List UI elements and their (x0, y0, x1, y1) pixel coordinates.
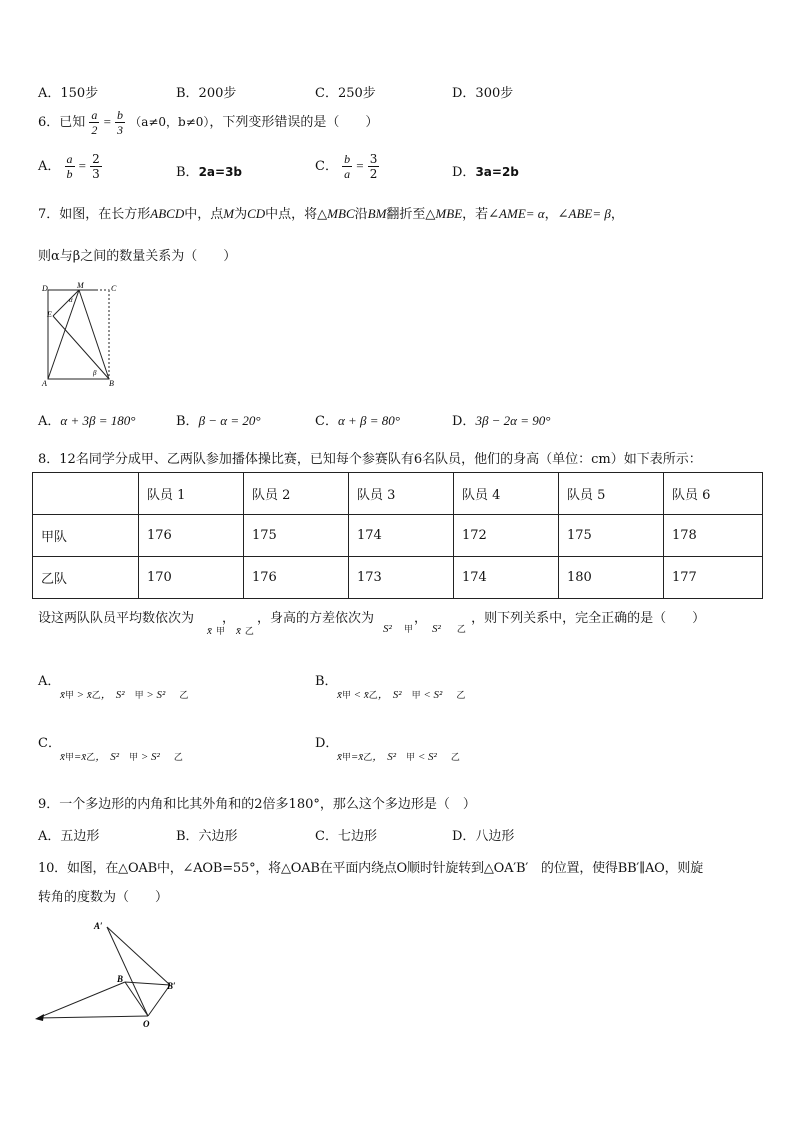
segment-eb (53, 316, 109, 379)
segment-me (53, 290, 79, 316)
svg-text:α: α (69, 296, 73, 304)
svg-text:B: B (117, 974, 124, 984)
q8-option-c-label: C． (38, 736, 61, 751)
q7-option-d: D．3β − 2α = 90° (452, 413, 551, 429)
q7-stem-line1: 7．如图，在长方形ABCD中，点M为CD中点，将△MBC沿BM翻折至△MBE，若∠AME= α，∠ABE= β， (38, 206, 624, 222)
q9-option-b: B．六边形 (176, 829, 238, 844)
q10-figure (30, 912, 190, 1032)
table-cell: 177 (664, 557, 763, 599)
table-row (33, 557, 763, 599)
table-cell (33, 473, 139, 515)
svg-text:A′: A′ (94, 921, 103, 931)
svg-text:O: O (143, 1019, 150, 1029)
q6-frac-a: $\frac{a}{2}$ (91, 108, 98, 137)
table-cell: 173 (349, 557, 454, 599)
q8-option-a-label: A． (38, 674, 61, 689)
table-row-label: 甲队 (33, 515, 139, 557)
table-header-cell: 队员 1 (139, 473, 244, 515)
table-header-row (33, 473, 763, 515)
q8-option-b-label: B． (315, 674, 338, 689)
table-cell: 174 (454, 557, 559, 599)
q8-option-d-label: D． (315, 736, 339, 751)
svg-text:D: D (42, 284, 48, 293)
q8-option-c: x̄甲=x̄乙， S² 甲 > S² 乙 (60, 751, 183, 763)
segment-mb (79, 290, 109, 379)
table-cell: 174 (349, 515, 454, 557)
table-header-cell: 队员 5 (559, 473, 664, 515)
svg-text:A: A (42, 379, 47, 388)
table-header-cell: 队员 3 (349, 473, 454, 515)
q9-option-a: A．五边形 (38, 829, 100, 844)
table-row (33, 515, 763, 557)
segment-ma (48, 290, 79, 379)
svg-text:β: β (93, 369, 97, 377)
table-row-label: 乙队 (33, 557, 139, 599)
s2-jia: S² 甲 (383, 623, 413, 635)
table-cell: 176 (139, 515, 244, 557)
q5-option-a: A．150步 (38, 86, 99, 101)
table-cell: 175 (244, 515, 349, 557)
segment-a-o (38, 1016, 148, 1018)
q7-option-a: A．α + 3β = 180° (38, 413, 136, 429)
q8-sentence: 设这两队队员平均数依次为 ， ，身高的方差依次为 ， ，则下列关系中，完全正确的是（ ） (38, 611, 706, 626)
q8-stem: 8．12名同学分成甲、乙两队参加播体操比赛，已知每个参赛队有6名队员，他们的身高（单位：cm）如下表所示： (38, 452, 702, 467)
q6-option-c: C． $\frac{b}{a}$ = $\frac{3}{2}$ (315, 152, 378, 181)
q5-option-c: C．250步 (315, 86, 376, 101)
q8-option-b: x̄甲 < x̄乙， S² 甲 < S² 乙 (337, 689, 466, 701)
q10-stem-line2: 转角的度数为（ ） (38, 890, 169, 905)
svg-text:M: M (77, 281, 84, 290)
q7-stem-line2: 则α与β之间的数量关系为（ ） (38, 249, 237, 264)
segment-b-b1 (125, 982, 170, 985)
table-cell: 176 (244, 557, 349, 599)
q6-option-d: D．3a=2b (452, 165, 519, 180)
table-header-cell: 队员 4 (454, 473, 559, 515)
segment-a1-o (107, 927, 148, 1016)
q7-option-b: B．β − α = 20° (176, 413, 261, 429)
q5-option-b: B．200步 (176, 86, 237, 101)
q7-option-c: C．α + β = 80° (315, 413, 400, 429)
xbar-yi: x̄ 乙 (236, 625, 254, 637)
q6-frac-b: $\frac{b}{3}$ (117, 108, 124, 137)
table-cell: 172 (454, 515, 559, 557)
q6-option-b: B．2a=3b (176, 165, 243, 180)
q8-option-d: x̄甲=x̄乙， S² 甲 < S² 乙 (337, 751, 460, 763)
svg-text:B′: B′ (167, 981, 176, 991)
svg-text:E: E (47, 310, 52, 319)
segment-b-o (125, 982, 148, 1016)
table-cell: 170 (139, 557, 244, 599)
q6-option-a: A． $\frac{a}{b}$ = $\frac{2}{3}$ (38, 152, 100, 181)
q8-option-a: x̄甲 > x̄乙， S² 甲 > S² 乙 (60, 689, 189, 701)
q9-option-c: C．七边形 (315, 829, 377, 844)
table-cell: 178 (664, 515, 763, 557)
svg-text:B: B (109, 379, 114, 388)
table-header-cell: 队员 2 (244, 473, 349, 515)
q9-option-d: D．八边形 (452, 829, 515, 844)
q5-option-d: D．300步 (452, 86, 514, 101)
table-header-cell: 队员 6 (664, 473, 763, 515)
svg-text:C: C (111, 284, 117, 293)
xbar-jia: x̄ 甲 (207, 625, 225, 637)
table-cell: 175 (559, 515, 664, 557)
rectangle-abcd (48, 290, 109, 379)
q6-stem: 6．已知 $\frac{a}{2}$ = $\frac{b}{3}$ （a≠0，b≠0），下列变形错误的是（ ） (38, 108, 379, 137)
segment-a-b (38, 982, 125, 1018)
q7-figure (36, 280, 126, 392)
table-cell: 180 (559, 557, 664, 599)
q9-stem: 9．一个多边形的内角和比其外角和的2倍多180°，那么这个多边形是（ ） (38, 797, 476, 812)
q10-stem-line1: 10．如图，在△OAB中，∠AOB=55°，将△OAB在平面内绕点O顺时针旋转到△OA′B′ 的位置，使得BB′∥AO，则旋 (38, 861, 704, 876)
height-table (32, 472, 763, 599)
s2-yi: S² 乙 (432, 623, 466, 635)
